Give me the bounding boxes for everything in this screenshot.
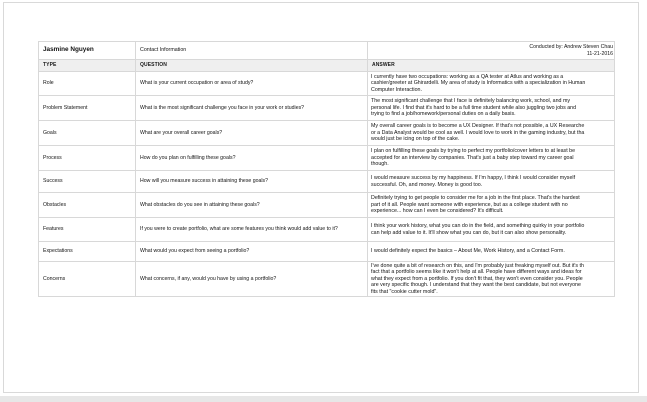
answer-line: cashier/greeter at Ghirardelli. My area of study is Informatics with a specialization in Human xyxy=(371,80,586,87)
question-cell: What would you expect from seeing a portfolio? xyxy=(136,242,368,262)
answer-line: Definitely trying to get people to consider me for a job in the first place. That's the hardest xyxy=(371,195,580,202)
table-row xyxy=(39,171,615,193)
answer-line: fact that a portfolio seems like it won't help at all. People have different ways and ideas for xyxy=(371,269,582,276)
answer-cell xyxy=(368,146,615,171)
type-cell: Obstacles xyxy=(39,193,136,218)
answer-line: I would definitely expect the basics – About Me, Work History, and a Contact Form. xyxy=(371,248,565,255)
answer-line: Computer Interaction. xyxy=(371,86,422,93)
conducted-by-cell xyxy=(368,42,615,60)
answer-line: would just be icing on top of the cake. xyxy=(371,136,460,143)
answer-line: trying to find a job/homework/personal duties on a daily basis. xyxy=(371,111,516,118)
answer-cell xyxy=(368,121,615,146)
table-row xyxy=(39,193,615,218)
table-row xyxy=(39,72,615,96)
answer-line: though. xyxy=(371,161,389,168)
question-cell: What is the most significant challenge you face in your work or studies? xyxy=(136,96,368,121)
col-header-answer: ANSWER xyxy=(368,60,615,72)
answer-line: I plan on fulfilling these goals by trying to perfect my portfolio/cover letters to at least be xyxy=(371,148,576,155)
question-cell: What obstacles do you see in attaining these goals? xyxy=(136,193,368,218)
answer-line: part of it all. People want someone with experience, but as a college student with no xyxy=(371,201,568,208)
type-cell: Problem Statement xyxy=(39,96,136,121)
answer-line: I would measure success by my happiness. If I'm happy, I think I would consider myself xyxy=(371,175,576,182)
answer-line: are very specific though. I understand that they want the best candidate, but not everyone xyxy=(371,282,581,289)
answer-line: successful. Oh, and money. Money is good too. xyxy=(371,181,483,188)
answer-line: personal life. I find that it's hard to be a full time student while also juggling two jobs and xyxy=(371,104,577,111)
table-row xyxy=(39,146,615,171)
table-row xyxy=(39,262,615,297)
answer-cell xyxy=(368,72,615,96)
answer-line: experience... how can I even be considered? It's difficult. xyxy=(371,208,504,215)
question-cell: What concerns, if any, would you have by using a portfolio? xyxy=(136,262,368,297)
question-cell: How do you plan on fulfilling these goals? xyxy=(136,146,368,171)
question-cell: What are your overall career goals? xyxy=(136,121,368,146)
answer-line: can help add value to it. It'll show what you can do, but it can also show personality. xyxy=(371,229,567,236)
conducted-by-text: Conducted by: Andrew Steven Chau xyxy=(529,43,613,50)
column-header-row xyxy=(39,60,615,72)
answer-line: The most significant challenge that I face is definitely balancing work, school, and my xyxy=(371,98,571,105)
contact-info-label: Contact Information xyxy=(136,42,368,60)
table-row xyxy=(39,121,615,146)
col-header-question: QUESTION xyxy=(136,60,368,72)
answer-line: My overall career goals is to become a UX Designer. If that's not possible, a UX Researche xyxy=(371,123,585,130)
answer-cell xyxy=(368,262,615,297)
type-cell: Success xyxy=(39,171,136,193)
table-row xyxy=(39,96,615,121)
answer-line: accepted for an interview by companies. That's just a baby step toward my career goal xyxy=(371,154,574,161)
answer-cell xyxy=(368,218,615,242)
answer-cell xyxy=(368,96,615,121)
interview-date: 11-21-2016 xyxy=(586,50,613,57)
answer-line: I think your work history, what you can do in the field, and something quirky in your portfolio xyxy=(371,223,585,230)
type-cell: Role xyxy=(39,72,136,96)
type-cell: Expectations xyxy=(39,242,136,262)
type-cell: Process xyxy=(39,146,136,171)
interview-table xyxy=(38,41,615,297)
answer-cell xyxy=(368,171,615,193)
type-cell: Goals xyxy=(39,121,136,146)
type-cell: Features xyxy=(39,218,136,242)
question-cell: What is your current occupation or area of study? xyxy=(136,72,368,96)
table-row xyxy=(39,218,615,242)
answer-cell xyxy=(368,242,615,262)
question-cell: If you were to create portfolio, what are some features you think would add value to it? xyxy=(136,218,368,242)
answer-line: I've done quite a bit of research on this, and I'm probably just freaking myself out. But it's th xyxy=(371,263,584,269)
question-cell: How will you measure success in attaining these goals? xyxy=(136,171,368,193)
answer-line: or a Data Analyst would be cool as well. I would love to work in the gaming industry, but tha xyxy=(371,129,585,136)
type-cell: Concerns xyxy=(39,262,136,297)
background-strip xyxy=(0,396,647,402)
answer-line: fits that "cookie cutter mold". xyxy=(371,288,438,295)
answer-cell xyxy=(368,193,615,218)
table-row xyxy=(39,242,615,262)
document-page xyxy=(3,2,639,393)
interviewee-name: Jasmine Nguyen xyxy=(39,42,136,60)
answer-line: what they expect from a portfolio. If you don't fit that, they won't even consider you. People xyxy=(371,275,583,282)
answer-line: I currently have two occupations: working as a QA tester at Atlus and working as a xyxy=(371,73,564,80)
col-header-type: TYPE xyxy=(39,60,136,72)
table-row xyxy=(39,42,615,60)
